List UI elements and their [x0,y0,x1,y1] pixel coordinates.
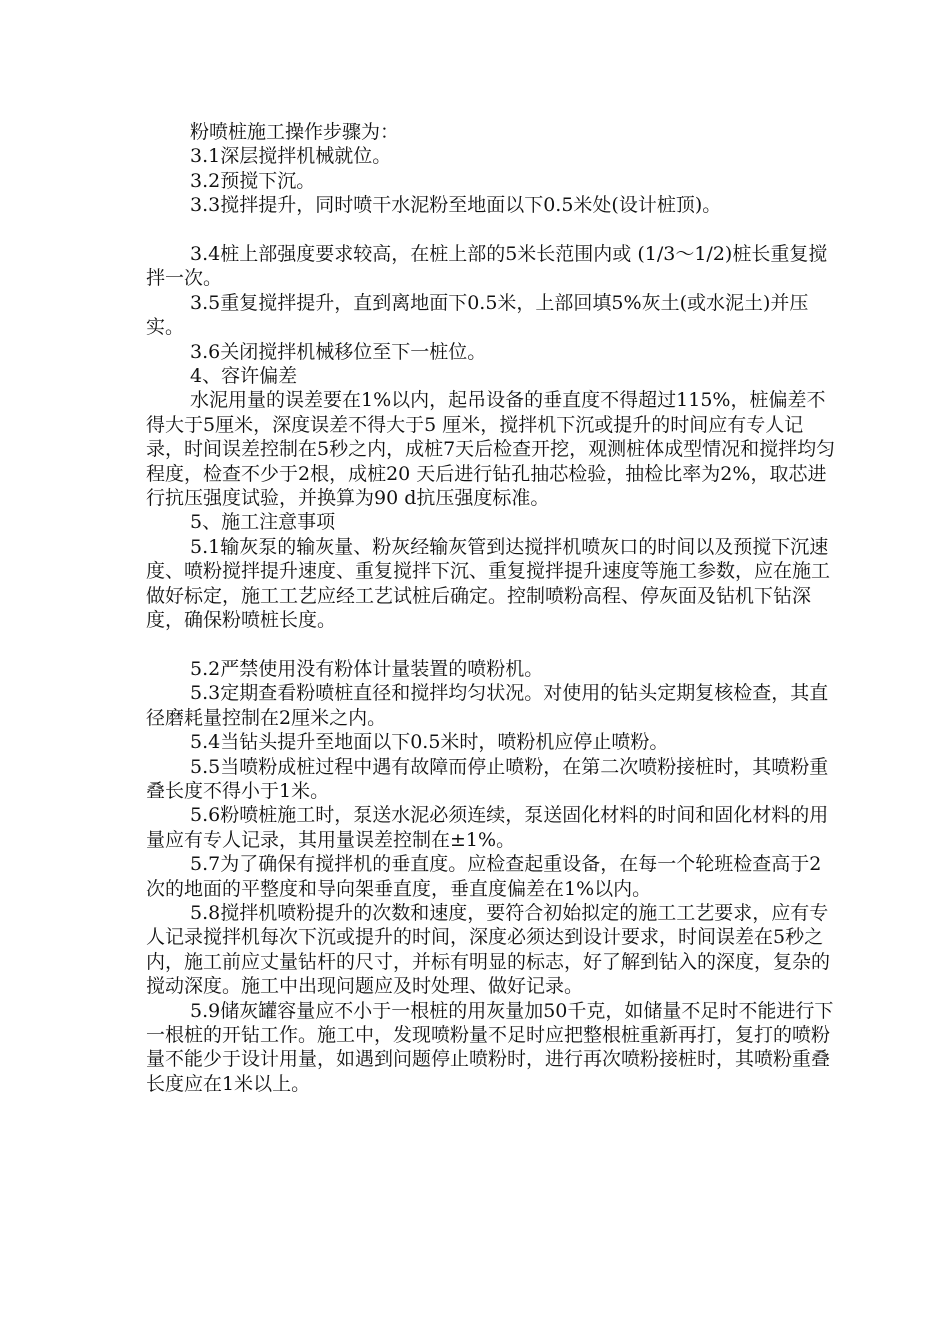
paragraph-step-3-3: 3.3搅拌提升，同时喷干水泥粉至地面以下0.5米处(设计桩顶)。 [190,194,722,217]
paragraph-step-3-1: 3.1深层搅拌机械就位。 [190,145,392,168]
paragraph-item-5-8: 5.8搅拌机喷粉提升的次数和速度，要符合初始拟定的施工工艺要求，应有专人记录搅拌机每次下沉或提升的时间，深度必须达到设计要求，时间误差在5秒之内，施工前应丈量钻杆的尺寸，并标有明显的标志，好了解到钻入的深度，复杂的搅动深度。施工中出现问题应及时处理、做好记录。 [146,901,831,998]
paragraph-item-5-3: 5.3定期查看粉喷桩直径和搅拌均匀状况。对使用的钻头定期复核检查，其直径磨耗量控制在2厘米之内。 [146,682,829,729]
paragraph-step-3-4: 3.4桩上部强度要求较高，在桩上部的5米长范围内或 (1/3～1/2)桩长重复搅拌一次。 [146,243,828,290]
section-heading-tolerance: 4、容许偏差 [190,365,298,388]
paragraph-item-5-4: 5.4当钻头提升至地面以下0.5米时，喷粉机应停止喷粉。 [190,731,669,754]
document-body [146,120,836,1096]
paragraph-step-3-2: 3.2预搅下沉。 [190,169,316,192]
paragraph-item-5-1: 5.1输灰泵的输灰量、粉灰经输灰管到达搅拌机喷灰口的时间以及预搅下沉速度、喷粉搅拌提升速度、重复搅拌下沉、重复搅拌提升速度等施工参数，应在施工做好标定，施工工艺应经工艺试桩后确定。控制喷粉高程、停灰面及钻机下钻深度，确保粉喷桩长度。 [146,535,831,632]
paragraph-item-5-5: 5.5当喷粉成桩过程中遇有故障而停止喷粉，在第二次喷粉接桩时，其喷粉重叠长度不得小于1米。 [146,755,829,802]
paragraph-intro: 粉喷桩施工操作步骤为： [190,121,400,143]
paragraph-item-5-6: 5.6粉喷桩施工时，泵送水泥必须连续，泵送固化材料的时间和固化材料的用量应有专人记录，其用量误差控制在±1%。 [146,804,829,851]
section-heading-precautions: 5、施工注意事项 [190,511,336,534]
paragraph-tolerance: 水泥用量的误差要在1%以内，起吊设备的垂直度不得超过115%，桩偏差不得大于5厘米，深度误差不得大于5 厘米，搅拌机下沉或提升的时间应有专人记录，时间误差控制在5秒之内，成桩7天后检查开挖，观测桩体成型情况和搅拌均匀程度，检查不少于2根，成桩20 天后进行钻孔抽芯检验，抽检比率为2%，取芯进行抗压强度试验，并换算为90 d抗压强度标准。 [146,389,836,510]
paragraph-item-5-7: 5.7为了确保有搅拌机的垂直度。应检查起重设备，在每一个轮班检查高于2次的地面的平整度和导向架垂直度，垂直度偏差在1%以内。 [146,853,822,900]
blank-line [146,633,836,657]
paragraph-item-5-2: 5.2严禁使用没有粉体计量装置的喷粉机。 [190,657,544,680]
blank-line [146,218,836,242]
paragraph-item-5-9: 5.9储灰罐容量应不小于一根桩的用灰量加50千克，如储量不足时不能进行下一根桩的开钻工作。施工中，发现喷粉量不足时应把整根桩重新再打，复打的喷粉量不能少于设计用量，如遇到问题停止喷粉时，进行再次喷粉接桩时，其喷粉重叠长度应在1米以上。 [146,999,834,1095]
paragraph-step-3-6: 3.6关闭搅拌机械移位至下一桩位。 [190,340,487,363]
paragraph-step-3-5: 3.5重复搅拌提升，直到离地面下0.5米，上部回填5%灰土(或水泥土)并压实。 [146,291,809,339]
